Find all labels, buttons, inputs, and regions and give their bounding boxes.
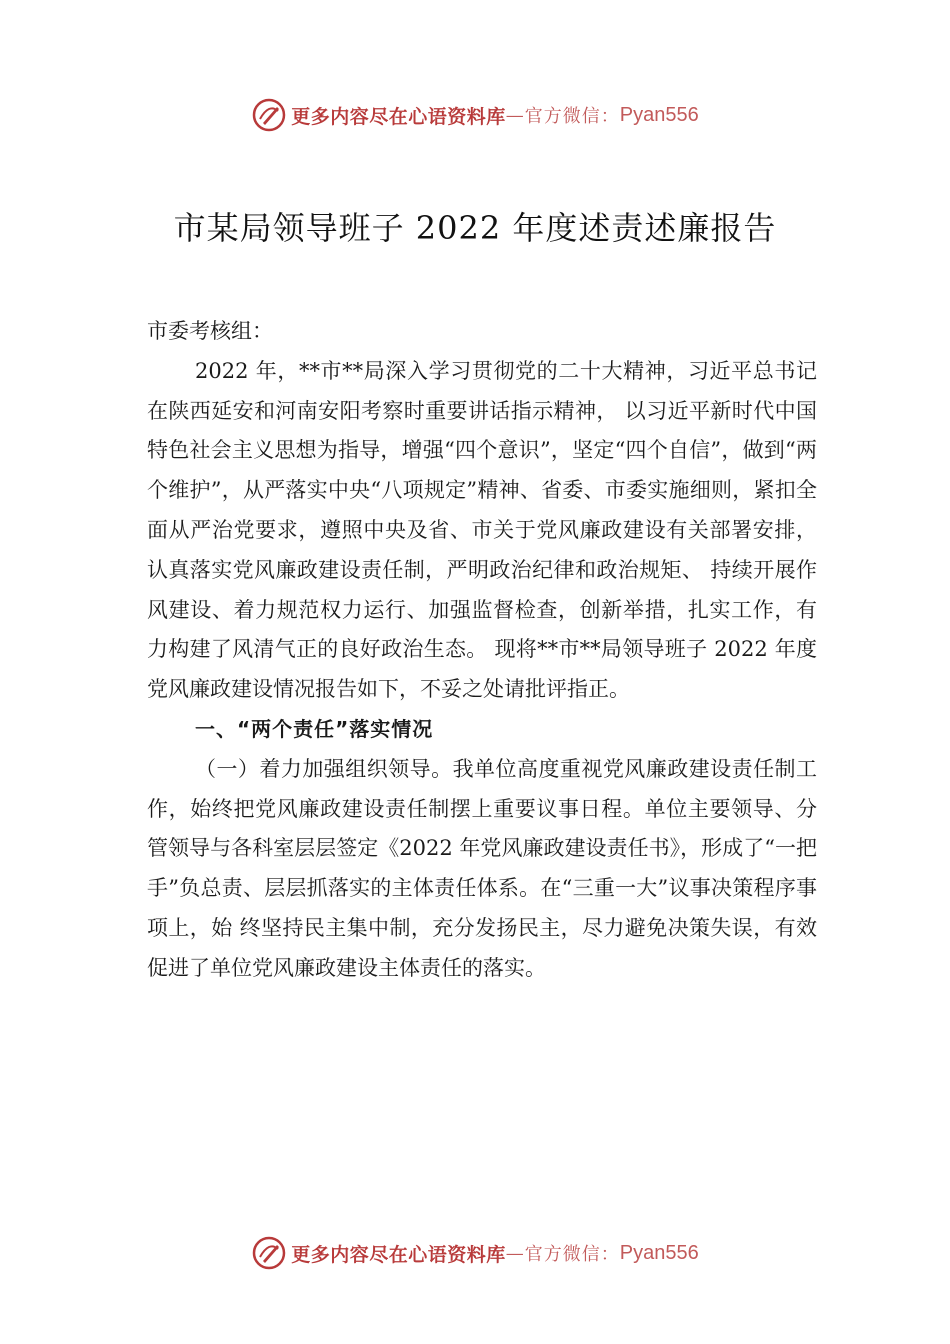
document-title: 市某局领导班子 2022 年度述责述廉报告 (173, 209, 777, 247)
pen-logo-icon (251, 1235, 287, 1271)
watermark-text: 更多内容尽在心语资料库 (291, 1243, 506, 1266)
document-body (147, 312, 817, 989)
watermark-separator: — (505, 104, 525, 126)
watermark-wechat-label: 官方微信： (524, 106, 620, 127)
salutation: 市委考核组： (147, 319, 273, 343)
watermark-separator: — (505, 1242, 525, 1264)
watermark-wechat-label: 官方微信： (524, 1244, 620, 1265)
header-watermark (0, 95, 950, 135)
watermark-wechat-id: Pyan556 (619, 103, 699, 126)
section-paragraph: （一）着力加强组织领导。我单位高度重视党风廉政建设责任制工作，始终把党风廉政建设责任制摆上重要议事日程。单位主要领导、分管领导与各科室层层签定《2022 年党风廉政建设责任书》，形成了“一把手”负总责、层层抓落实的主体责任体系。在“三重一大”议事决策程序事项上，始 终坚持民主集中制，充分发扬民主，尽力避免决策失误，有效促进了单位党风廉政建设主体责任的落实。 (147, 756, 817, 980)
watermark-text: 更多内容尽在心语资料库 (291, 105, 506, 128)
section-heading: 一、“两个责任”落实情况 (195, 716, 434, 741)
footer-watermark (0, 1233, 950, 1273)
pen-logo-icon (251, 97, 287, 133)
intro-paragraph: 2022 年，**市**局深入学习贯彻党的二十大精神，习近平总书记在陕西延安和河南安阳考察时重要讲话指示精神， 以习近平新时代中国特色社会主义思想为指导，增强“四个意识”，坚定“四个自信”，做到“两个维护”，从严落实中央“八项规定”精神、省委、市委实施细则，紧扣全面从严治党要求，遵照中央及省、市关于党风廉政建设有关部署安排， 认真落实党风廉政建设责任制，严明政治纪律和政治规矩、 持续开展作风建设、着力规范权力运行、加强监督检查，创新举措，扎实工作，有力构建了风清气正的良好政治生态。 现将**市**局领导班子 2022 年度党风廉政建设情况报告如下，不妥之处请批评指正。 (147, 358, 817, 702)
watermark-wechat-id: Pyan556 (619, 1241, 699, 1264)
